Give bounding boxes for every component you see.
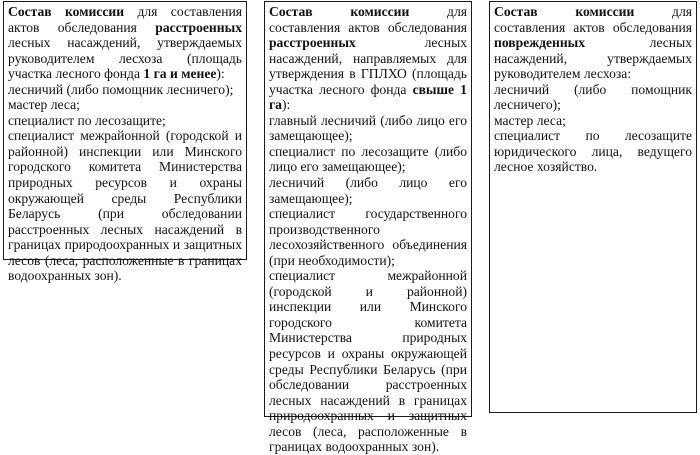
- area-emphasis: свыше 1 га: [269, 81, 467, 113]
- commission-heading: Состав комиссии: [269, 4, 410, 19]
- commission-heading: Состав комиссии: [494, 4, 635, 19]
- intro-text: для составления актов обследования: [8, 4, 242, 35]
- intro-emphasis: расстроенных: [155, 19, 242, 35]
- member-item: специалист государственного производственного лесохозяйственного объединения (при необходимости);: [269, 206, 467, 268]
- member-item: главный лесничий (либо лицо его замещающее);: [269, 112, 467, 144]
- commission-box-damaged: [489, 1, 697, 413]
- commission-box-distressed-small-area: [3, 1, 247, 284]
- area-emphasis: 1 га и менее: [143, 66, 217, 82]
- member-item: лесничий (либо лицо его замещающее);: [269, 175, 467, 206]
- member-item: специалист по лесозащите (либо лицо его замещающее);: [269, 143, 467, 175]
- intro-emphasis: расстроенных: [269, 35, 356, 51]
- member-item: лесничий (либо помощник лесничего);: [494, 81, 692, 113]
- intro-emphasis: поврежденных: [494, 35, 586, 51]
- commission-intro: [8, 4, 242, 82]
- commission-heading: Состав комиссии: [8, 4, 125, 19]
- commission-box-distressed-large-area: [264, 1, 472, 455]
- member-item: мастер леса;: [494, 112, 566, 128]
- intro-text: для составления актов обследования: [494, 4, 692, 35]
- commission-intro: [494, 4, 692, 82]
- member-item: лесничий (либо помощник лесничего);: [8, 81, 234, 97]
- intro-text: для составления актов обследования: [269, 4, 467, 35]
- intro-text: ):: [216, 66, 225, 82]
- intro-text: лесных насаждений, утверждаемых руководителем лесхоза (площадь участка лесного фонда: [8, 35, 242, 82]
- commission-intro: [269, 4, 467, 113]
- member-item: специалист по лесозащите;: [8, 112, 166, 128]
- member-item: мастер леса;: [8, 97, 80, 113]
- intro-text: лесных насаждений, направляемых для утверждения в ГПЛХО (площадь участка лесного фонда: [269, 35, 467, 97]
- member-item: специалист межрайонной (городской и районной) инспекции или Минского городского комитета Министерства природных ресурсов и охраны окружающей среды Республики Беларусь (при обследовании расстроенных лесных насаждений в границах природоохранных и защитных лесов (леса, расположенные в границах водоохранных зон).: [8, 128, 242, 284]
- member-item: специалист по лесозащите юридического лица, ведущего лесное хозяйство.: [494, 128, 692, 175]
- intro-text: лесных насаждений, утверждаемых руководителем лесхоза:: [494, 35, 692, 82]
- intro-text: ):: [281, 97, 291, 113]
- member-item: специалист межрайонной (городской и районной) инспекции или Минского городского комитета Министерства природных ресурсов и охраны окружающей среды Республики Беларусь (при обследовании расстроенных лесных насаждений в границах природоохранных и защитных лесов (леса, расположенные в границах водоохранных зон).: [269, 268, 467, 455]
